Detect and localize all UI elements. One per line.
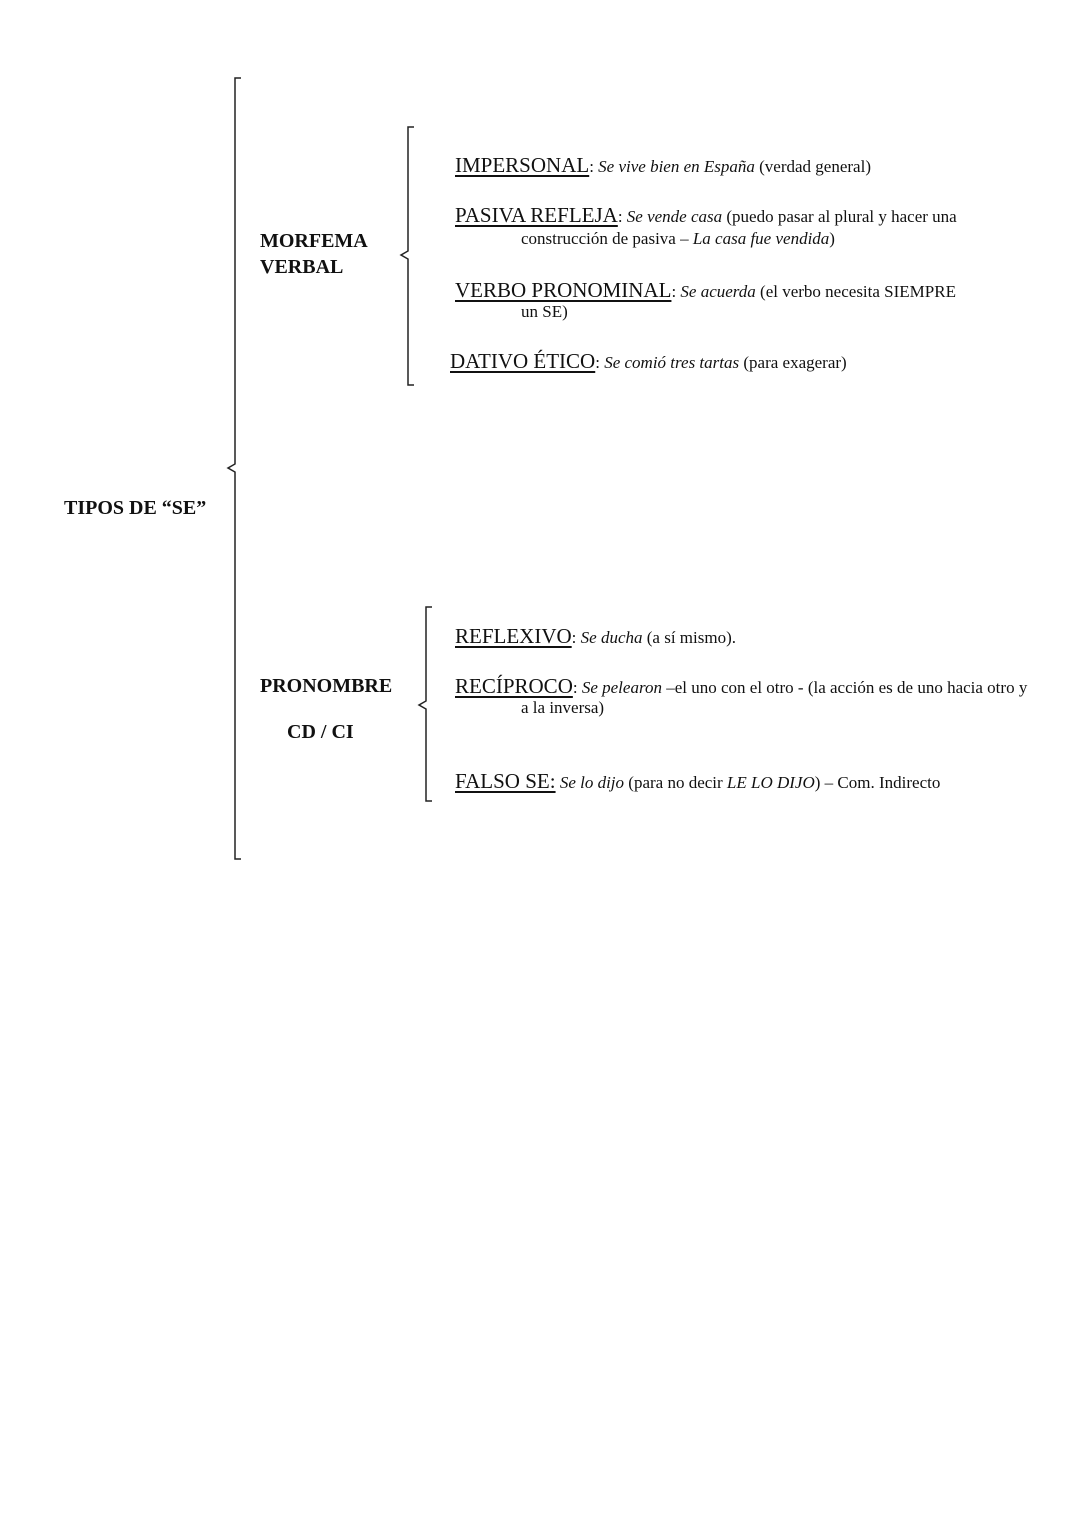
item-sep: :	[671, 282, 677, 301]
item-reciproco	[455, 675, 1075, 719]
item-note: (el verbo necesita SIEMPRE	[755, 282, 956, 301]
item-note: (verdad general)	[754, 157, 871, 176]
item-sep: :	[589, 157, 594, 176]
item-note2: ) – Com. Indirecto	[814, 773, 941, 792]
item-term: PASIVA REFLEJA	[455, 203, 618, 227]
item-term: IMPERSONAL	[455, 153, 590, 177]
item-example: Se vive bien en España	[598, 157, 755, 176]
category-label-line1: PRONOMBRE	[260, 675, 393, 697]
item-note3: )	[829, 229, 835, 248]
item-example: Se comió tres tartas	[604, 353, 740, 372]
item-term: RECÍPROCO	[455, 674, 573, 698]
item-note2: un SE)	[521, 302, 568, 321]
main-title: TIPOS DE “SE”	[64, 497, 207, 519]
item-note: (puedo pasar al plural y hacer una	[722, 207, 957, 226]
main-bracket	[228, 78, 241, 859]
item-example2: La casa fue vendida	[692, 229, 830, 248]
item-sep: :	[617, 207, 623, 226]
item-impersonal	[455, 154, 871, 178]
category-pronombre-sub	[287, 719, 354, 745]
item-sep: :	[571, 628, 577, 647]
item-dativo-etico	[450, 350, 847, 374]
item-term: VERBO PRONOMINAL	[455, 278, 672, 302]
item-example: Se vende casa	[626, 207, 723, 226]
item-term: REFLEXIVO	[455, 624, 572, 648]
item-pasiva-refleja	[455, 204, 957, 250]
category-morfema-verbal	[260, 228, 368, 280]
item-example: Se pelearon	[581, 678, 662, 697]
item-note: (a sí mismo).	[642, 628, 736, 647]
category-label-line2: VERBAL	[260, 256, 344, 278]
item-example: Se ducha	[580, 628, 643, 647]
item-note: –el uno con el otro - (la acción es de uno hacia otro y	[661, 678, 1028, 697]
item-note: (para exagerar)	[739, 353, 847, 372]
item-term: DATIVO ÉTICO	[450, 349, 596, 373]
pronombre-bracket	[419, 607, 432, 801]
item-example: Se acuerda	[680, 282, 756, 301]
item-reflexivo	[455, 625, 736, 649]
item-falso-se	[455, 770, 940, 794]
item-verbo-pronominal	[455, 279, 956, 323]
item-sep: :	[595, 353, 600, 372]
item-note: (para no decir	[624, 773, 727, 792]
category-label-line2: CD / CI	[287, 721, 354, 743]
item-example: Se lo dijo	[559, 773, 625, 792]
item-example2: LE LO DIJO	[726, 773, 815, 792]
item-term: FALSO SE:	[455, 769, 556, 793]
category-label-line1: MORFEMA	[260, 230, 368, 252]
category-pronombre	[260, 673, 392, 699]
item-sep: :	[572, 678, 578, 697]
item-note2: a la inversa)	[521, 698, 605, 717]
item-note2: construcción de pasiva –	[521, 229, 693, 248]
morfema-bracket	[401, 127, 414, 385]
